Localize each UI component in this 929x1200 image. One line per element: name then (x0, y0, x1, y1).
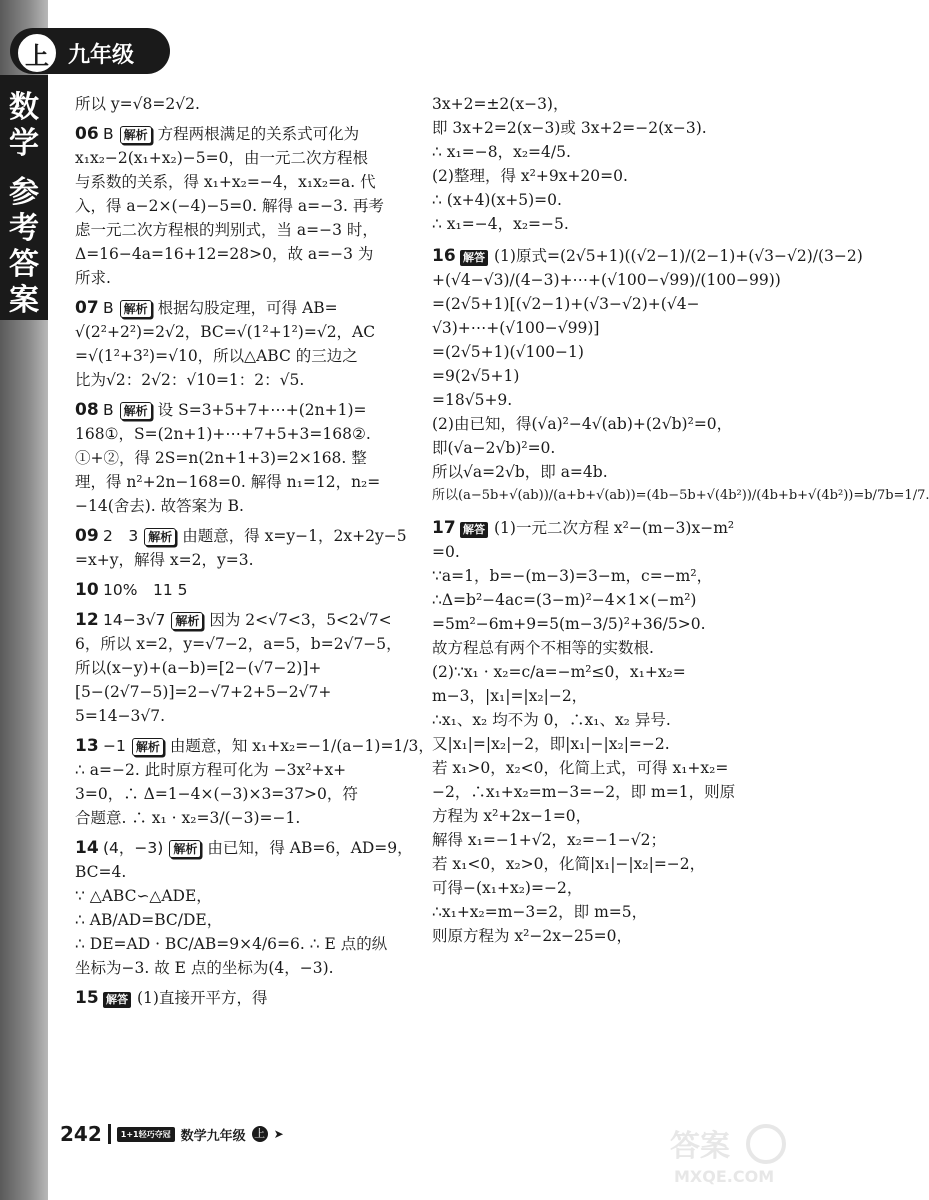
line-text: 3=0，∴ Δ=1−4×(−3)×3=37>0，符 (75, 785, 358, 803)
line-text: 所以(a−5b+√(ab))/(a+b+√(ab))=(4b−5b+√(4b²))/(4b+b+√(4b²))=b/7b=1/7. (432, 488, 929, 503)
line-text: =18√5+9. (432, 391, 513, 409)
answer-line (75, 494, 415, 518)
analysis-tag: 解析 (120, 402, 152, 420)
answer-value: (4，−3) (103, 839, 164, 857)
answer-line (432, 852, 767, 876)
line-text: 方程两根满足的关系式可化为 (157, 125, 360, 143)
line-text: =5m²−6m+9=5(m−3/5)²+36/5>0. (432, 615, 706, 633)
line-text: 所以√a=2√b，即 a=4b. (432, 463, 608, 481)
line-text: 故方程总有两个不相等的实数根. (432, 639, 654, 657)
line-text: 若 x₁>0，x₂<0，化简上式，可得 x₁+x₂= (432, 759, 729, 777)
line-text: (1)直接开平方，得 (137, 989, 268, 1007)
line-text: −2，∴x₁+x₂=m−3=−2，即 m=1，则原 (432, 783, 736, 801)
line-text: (2)整理，得 x²+9x+20=0. (432, 167, 628, 185)
answer-line (432, 756, 767, 780)
line-text: 若 x₁<0，x₂>0，化简|x₁|−|x₂|=−2， (432, 855, 706, 873)
answer-line (75, 266, 415, 290)
answer-block (75, 608, 415, 728)
answer-line (75, 608, 415, 632)
question-number: 07 (75, 298, 99, 318)
line-text: =(2√5+1)(√100−1) (432, 343, 584, 361)
answer-block (75, 836, 415, 980)
answer-line (75, 470, 415, 494)
answer-line (75, 398, 415, 422)
subject-label: 数学 (9, 90, 39, 161)
line-text: 所求. (75, 269, 111, 287)
answer-line (432, 876, 767, 900)
answer-line (432, 412, 767, 436)
line-text: ①+②，得 2S=n(2n+1+3)=2×168. 整 (75, 449, 367, 467)
analysis-tag: 解析 (169, 840, 201, 858)
answer-line (75, 782, 415, 806)
answer-line (432, 732, 767, 756)
answer-value: B (103, 299, 114, 317)
analysis-tag: 解答 (103, 992, 131, 1008)
answer-block (75, 734, 434, 830)
line-text: (2)∵x₁ · x₂=c/a=−m²≤0，x₁+x₂= (432, 663, 686, 681)
page-footer (60, 1122, 284, 1146)
answer-line (75, 884, 415, 908)
line-text: ∵a=1，b=−(m−3)=3−m，c=−m²， (432, 567, 713, 585)
answer-line (432, 92, 767, 116)
answer-line (75, 296, 415, 320)
answer-block (75, 296, 415, 392)
line-text: 即(√a−2√b)²=0. (432, 439, 556, 457)
answer-line (432, 316, 767, 340)
analysis-tag: 解析 (120, 126, 152, 144)
line-text: √3)+⋯+(√100−√99)] (432, 319, 600, 337)
line-text: ∴x₁+x₂=m−3=2，即 m=5， (432, 903, 648, 921)
solution-tag: 解答 (460, 522, 488, 538)
answer-line (432, 116, 767, 140)
line-text: ∴Δ=b²−4ac=(3−m)²−4×1×(−m²) (432, 591, 697, 609)
book-title: 数学九年级 (180, 1128, 246, 1144)
line-text: =0. (432, 543, 460, 561)
line-text: Δ=16−4a=16+12=28>0，故 a=−3 为 (75, 245, 374, 263)
page-number: 242 (60, 1122, 102, 1146)
answer-line (432, 388, 767, 412)
answer-line (432, 364, 767, 388)
answer-line (432, 588, 767, 612)
answer-block (75, 524, 415, 572)
line-text: 又|x₁|=|x₂|−2，即|x₁|−|x₂|=−2. (432, 735, 670, 753)
line-text: 所以 y=√8=2√2. (75, 95, 200, 113)
answer-value: B (103, 401, 114, 419)
answer-line (432, 684, 767, 708)
answer-line (75, 218, 415, 242)
left-answer-column (75, 92, 434, 1010)
line-text: =x+y，解得 x=2，y=3. (75, 551, 254, 569)
line-text: ∴x₁、x₂ 均不为 0，∴x₁、x₂ 异号. (432, 711, 671, 729)
line-text: 理，得 n²+2n−168=0. 解得 n₁=12，n₂= (75, 473, 381, 491)
grade-label: 九年级 (68, 43, 135, 68)
line-text: (2)由已知，得(√a)²−4√(ab)+(2√b)²=0， (432, 415, 733, 433)
line-text: 由题意，得 x=y−1，2x+2y−5 (182, 527, 407, 545)
line-text: [5−(2√7−5)]=2−√7+2+5−2√7+ (75, 683, 332, 701)
analysis-tag: 解析 (171, 612, 203, 630)
answer-block (75, 986, 415, 1010)
line-text: (1)原式=(2√5+1)((√2−1)/(2−1)+(√3−√2)/(3−2) (494, 247, 863, 265)
line-text: +(√4−√3)/(4−3)+⋯+(√100−√99)/(100−99)) (432, 271, 781, 289)
svg-text:答案: 答案 (670, 1129, 730, 1164)
line-text: −14(舍去). 故答案为 B. (75, 497, 244, 515)
answer-line (432, 436, 767, 460)
line-text: 入，得 a−2×(−4)−5=0. 解得 a=−3. 再考 (75, 197, 384, 215)
answer-block (75, 122, 415, 290)
answer-line (432, 516, 767, 540)
answer-line (75, 758, 415, 782)
question-number: 06 (75, 124, 99, 144)
footer-divider (108, 1124, 111, 1144)
answer-line (432, 460, 767, 484)
line-text: 由题意，知 x₁+x₂=−1/(a−1)=1/3， (169, 737, 434, 755)
answer-line (75, 368, 415, 392)
answer-line (75, 860, 415, 884)
volume-badge: 上 (16, 32, 58, 74)
answer-line (75, 194, 415, 218)
line-text: √(2²+2²)=2√2，BC=√(1²+1²)=√2，AC (75, 323, 376, 341)
line-text: BC=4. (75, 863, 127, 881)
answer-line (432, 660, 767, 684)
question-number: 08 (75, 400, 99, 420)
answer-line (432, 804, 767, 828)
line-text: 虑一元二次方程根的判别式，当 a=−3 时， (75, 221, 378, 239)
answer-value: B (103, 125, 114, 143)
line-text: 由已知，得 AB=6，AD=9， (207, 839, 413, 857)
answer-line (432, 636, 767, 660)
answer-block (75, 92, 415, 116)
answer-line (432, 612, 767, 636)
answer-line (432, 164, 767, 188)
answer-line (75, 446, 415, 470)
question-number: 16 (432, 246, 456, 266)
right-answer-column (432, 92, 929, 948)
answer-line (432, 780, 767, 804)
answer-line (75, 956, 415, 980)
line-text: 6，所以 x=2，y=√7−2，a=5，b=2√7−5， (75, 635, 402, 653)
answer-line (432, 564, 767, 588)
answer-line (75, 92, 415, 116)
analysis-tag: 解析 (120, 300, 152, 318)
answer-block (75, 398, 415, 518)
answer-line (75, 836, 415, 860)
question-number: 14 (75, 838, 99, 858)
question-number: 13 (75, 736, 99, 756)
line-text: 根据勾股定理，可得 AB= (157, 299, 338, 317)
answer-line (75, 422, 415, 446)
line-text: =9(2√5+1) (432, 367, 520, 385)
answer-value: 14−3√7 (103, 611, 166, 629)
line-text: 方程为 x²+2x−1=0， (432, 807, 592, 825)
answer-line (75, 242, 415, 266)
line-text: ∴ a=−2. 此时原方程可化为 −3x²+x+ (75, 761, 347, 779)
answer-line (75, 908, 415, 932)
line-text: 解得 x₁=−1+√2，x₂=−1−√2； (432, 831, 666, 849)
answer-line (432, 900, 767, 924)
answer-line (432, 924, 767, 948)
watermark-logo (670, 1118, 790, 1188)
line-text: x₁x₂−2(x₁+x₂)−5=0，由一元二次方程根 (75, 149, 368, 167)
answer-line (75, 656, 415, 680)
question-number: 15 (75, 988, 99, 1008)
line-text: m−3，|x₁|=|x₂|−2， (432, 687, 588, 705)
answer-line (432, 292, 767, 316)
answer-line (432, 188, 767, 212)
line-text: ∴ DE=AD · BC/AB=9×4/6=6. ∴ E 点的纵 (75, 935, 388, 953)
line-text: 与系数的关系，得 x₁+x₂=−4，x₁x₂=a. 代 (75, 173, 376, 191)
question-number: 17 (432, 518, 456, 538)
line-text: ∴ AB/AD=BC/DE， (75, 911, 223, 929)
line-text: 5=14−3√7. (75, 707, 166, 725)
answer-line (432, 140, 767, 164)
line-text: 设 S=3+5+7+⋯+(2n+1)= (157, 401, 367, 419)
line-text: =(2√5+1)[(√2−1)+(√3−√2)+(√4− (432, 295, 700, 313)
solution-tag: 解答 (460, 250, 488, 266)
answer-line (432, 244, 863, 268)
answer-line (75, 704, 415, 728)
line-text: 可得−(x₁+x₂)=−2， (432, 879, 583, 897)
line-text: 168①，S=(2n+1)+⋯+7+5+3=168②. (75, 425, 371, 443)
answer-line (75, 548, 415, 572)
answer-line (75, 734, 434, 758)
answer-value: 2 3 (103, 527, 139, 545)
answer-line (432, 340, 767, 364)
answer-line (75, 524, 415, 548)
line-text: 3x+2=±2(x−3)， (432, 95, 569, 113)
answer-value: 10% 11 5 (103, 581, 188, 599)
question-number: 09 (75, 526, 99, 546)
answer-line (75, 344, 415, 368)
answer-line (75, 170, 415, 194)
answer-line (75, 320, 415, 344)
question-number: 10 (75, 580, 99, 600)
line-text: =√(1²+3²)=√10，所以△ABC 的三边之 (75, 347, 358, 365)
answer-line (75, 932, 415, 956)
question-number: 12 (75, 610, 99, 630)
answer-line (432, 828, 767, 852)
line-text: 比为√2：2√2：√10=1：2：√5. (75, 371, 305, 389)
answer-line (75, 122, 415, 146)
analysis-tag: 解析 (132, 738, 164, 756)
line-text: 则原方程为 x²−2x−25=0， (432, 927, 633, 945)
line-text: ∵ △ABC∽△ADE， (75, 887, 212, 905)
answer-line (75, 146, 415, 170)
answer-line (432, 268, 781, 292)
analysis-tag: 解析 (144, 528, 176, 546)
answer-line (75, 578, 415, 602)
answer-line (75, 806, 415, 830)
volume-icon: 上 (252, 1126, 268, 1142)
line-text: ∴ (x+4)(x+5)=0. (432, 191, 562, 209)
line-text: ∴ x₁=−8，x₂=4/5. (432, 143, 571, 161)
line-text: ∴ x₁=−4，x₂=−5. (432, 215, 569, 233)
answer-line (75, 986, 415, 1010)
answer-line (75, 680, 415, 704)
line-text: (1)一元二次方程 x²−(m−3)x−m² (494, 519, 735, 537)
arrow-icon: ➤ (273, 1127, 284, 1141)
answer-line (75, 632, 415, 656)
answer-line (432, 212, 767, 236)
line-text: 因为 2<√7<3，5<2√7< (209, 611, 392, 629)
answer-value: −1 (103, 737, 126, 755)
brand-logo: 1+1轻巧夺冠 (117, 1127, 175, 1142)
line-text: 所以(x−y)+(a−b)=[2−(√7−2)]+ (75, 659, 322, 677)
line-text: 合题意. ∴ x₁ · x₂=3/(−3)=−1. (75, 809, 301, 827)
svg-text:MXQE.COM: MXQE.COM (674, 1167, 775, 1186)
answer-line (432, 484, 929, 508)
answer-block (75, 578, 415, 602)
answer-line (432, 540, 767, 564)
line-text: 坐标为−3. 故 E 点的坐标为(4，−3). (75, 959, 334, 977)
section-label: 参考答案 (9, 175, 39, 318)
answer-line (432, 708, 767, 732)
line-text: 即 3x+2=2(x−3)或 3x+2=−2(x−3). (432, 119, 707, 137)
